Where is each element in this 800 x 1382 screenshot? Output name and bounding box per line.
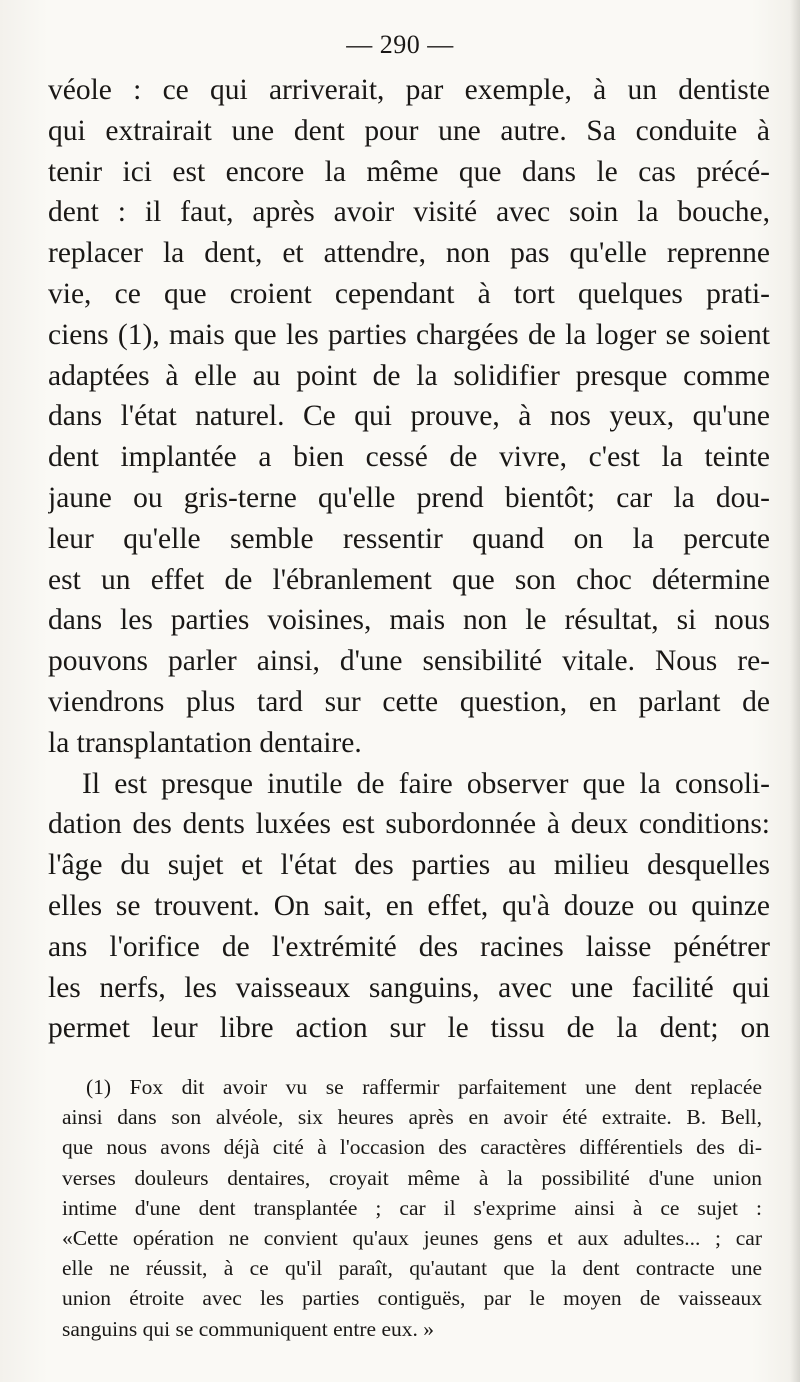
text-line: Il est presque inutile de faire observer que la consoli- [82,767,770,800]
text-line: tenir ici est encore la même que dans le cas précé- [48,155,770,188]
text-line: dation des dents luxées est subordonnée à deux conditions: [48,808,770,841]
text-line: elles se trouvent. On sait, en effet, qu'à douze ou quinze [48,889,770,922]
footnote-line: (1) Fox dit avoir vu se raffermir parfaitement une dent replacée [86,1075,762,1099]
text-line: vie, ce que croient cependant à tort quelques prati- [48,277,770,310]
text-line: ciens (1), mais que les parties chargées de la loger se soient [48,318,770,351]
footnote-line: sanguins qui se communiquent entre eux. » [62,1316,434,1341]
text-line: les nerfs, les vaisseaux sanguins, avec une facilité qui [48,971,770,1004]
text-line: est un effet de l'ébranlement que son choc détermine [48,563,770,596]
text-line: dans l'état naturel. Ce qui prouve, à nos yeux, qu'une [48,400,770,433]
page-edge-shadow [790,0,800,1382]
footnote-line: ainsi dans son alvéole, six heures après en avoir été extraite. B. Bell, [62,1105,762,1130]
page-number: — 290 — [346,30,454,59]
text-line: adaptées à elle au point de la solidifier presque comme [48,359,770,392]
text-line: leur qu'elle semble ressentir quand on la percute [48,522,770,555]
footnote-line: elle ne réussit, à ce qu'il paraît, qu'autant que la dent contracte une [62,1256,762,1281]
text-line: dent : il faut, après avoir visité avec soin la bouche, [48,196,770,229]
text-line: ans l'orifice de l'extrémité des racines laisse pénétrer [48,930,770,963]
footnote [62,1072,762,1344]
text-line: l'âge du sujet et l'état des parties au milieu desquelles [48,849,770,882]
footnote-line: intime d'une dent transplantée ; car il s'exprime ainsi à ce sujet : [62,1195,762,1220]
footnote-line: verses douleurs dentaires, croyait même à la possibilité d'une union [62,1165,762,1190]
footnote-line: union étroite avec les parties contiguës, par le moyen de vaisseaux [62,1286,762,1311]
text-line: la transplantation dentaire. [48,726,362,759]
text-line: pouvons parler ainsi, d'une sensibilité vitale. Nous re- [48,645,770,678]
footnote-line: que nous avons déjà cité à l'occasion des caractères différentiels des di- [62,1135,762,1160]
text-line: permet leur libre action sur le tissu de la dent; on [48,1012,770,1045]
text-line: dent implantée a bien cessé de vivre, c'est la teinte [48,441,770,474]
text-line: véole : ce qui arriverait, par exemple, à un dentiste [48,74,770,106]
footnote-line: «Cette opération ne convient qu'aux jeunes gens et aux adultes... ; car [62,1225,762,1250]
body-text [48,70,770,1049]
text-line: jaune ou gris-terne qu'elle prend bientôt; car la dou- [48,481,770,514]
text-line: qui extrairait une dent pour une autre. Sa conduite à [48,114,770,147]
text-line: viendrons plus tard sur cette question, en parlant de [48,685,770,718]
text-line: dans les parties voisines, mais non le résultat, si nous [48,604,770,637]
text-line: replacer la dent, et attendre, non pas qu'elle reprenne [48,237,770,270]
